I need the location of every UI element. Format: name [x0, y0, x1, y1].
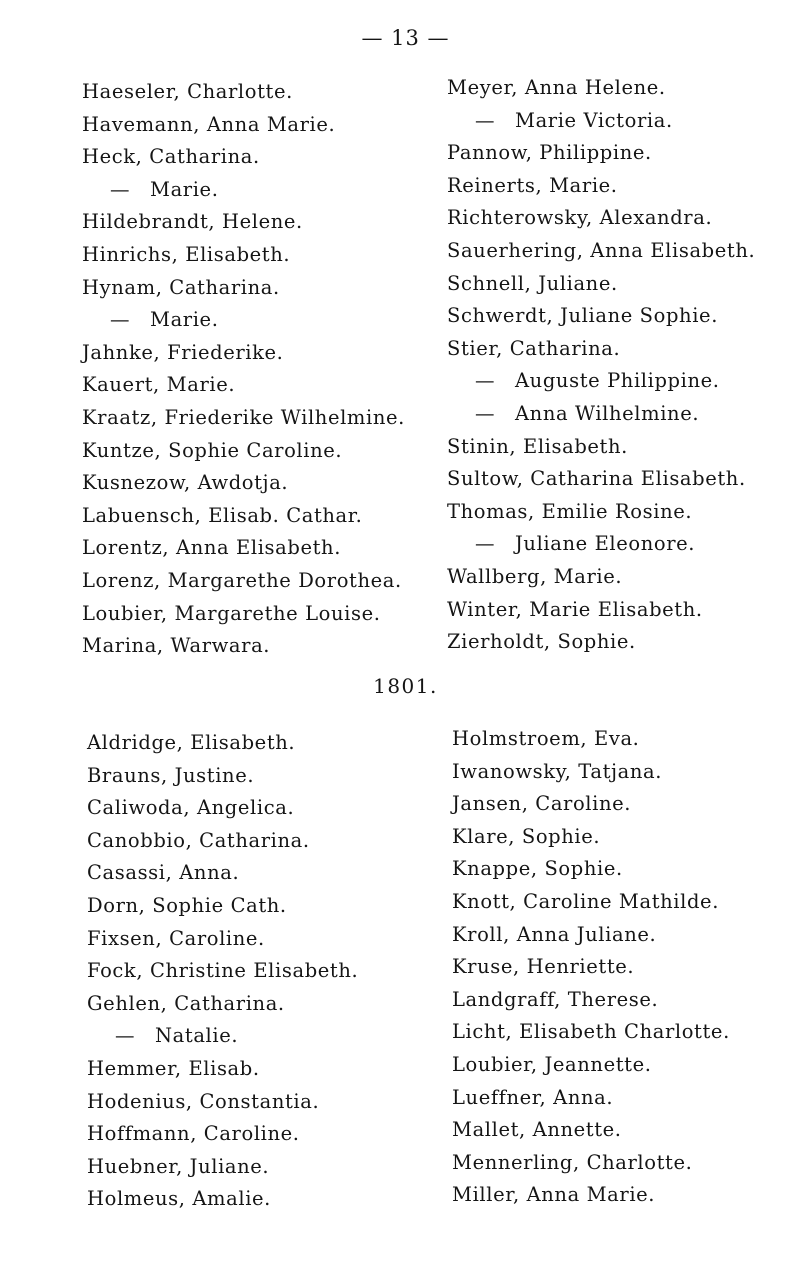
list-item: [447, 268, 755, 301]
list-item: [82, 174, 405, 207]
entry-name: Auguste Philippine.: [515, 369, 720, 393]
entry-name: Winter, Marie Elisabeth.: [447, 597, 703, 621]
name-list-right-column: [447, 72, 755, 659]
list-item: [452, 1114, 730, 1147]
list-item: [87, 923, 358, 956]
ditto-dash: —: [110, 308, 131, 332]
list-item: [82, 109, 405, 142]
list-item: [447, 333, 755, 366]
entry-name: Kroll, Anna Juliane.: [452, 922, 657, 946]
list-item: [452, 756, 730, 789]
list-item: [447, 528, 755, 561]
entry-name: Marie Victoria.: [515, 108, 673, 132]
entry-name: Holmeus, Amalie.: [87, 1187, 271, 1211]
entry-name: Miller, Anna Marie.: [452, 1183, 656, 1207]
entry-name: Licht, Elisabeth Charlotte.: [452, 1020, 730, 1044]
list-item: [447, 594, 755, 627]
list-item: [87, 890, 358, 923]
entry-name: Jahnke, Friederike.: [82, 340, 284, 364]
entry-name: Meyer, Anna Helene.: [447, 76, 666, 99]
entry-name: Brauns, Justine.: [87, 763, 255, 787]
list-item: [87, 1118, 358, 1151]
entry-name: Wallberg, Marie.: [447, 564, 623, 588]
entry-name: Lorentz, Anna Elisabeth.: [82, 536, 341, 560]
name-list-left-column-1801: [87, 727, 358, 1216]
list-item: [82, 500, 405, 533]
entry-name: Jansen, Caroline.: [452, 792, 632, 816]
list-item: [447, 235, 755, 268]
list-item: [452, 1049, 730, 1082]
entry-name: Heck, Catharina.: [82, 145, 260, 169]
entry-name: Zierholdt, Sophie.: [447, 630, 636, 654]
entry-name: Klare, Sophie.: [452, 824, 601, 848]
entry-name: Hodenius, Constantia.: [87, 1089, 320, 1113]
entry-name: Stier, Catharina.: [447, 336, 621, 360]
list-item: [82, 532, 405, 565]
list-item: [82, 467, 405, 500]
list-item: [447, 300, 755, 333]
list-item: [452, 1082, 730, 1115]
page-number: — 13 —: [361, 26, 450, 50]
entry-name: Richterowsky, Alexandra.: [447, 206, 713, 230]
entry-name: Haeseler, Charlotte.: [82, 80, 293, 103]
entry-name: Loubier, Margarethe Louise.: [82, 601, 381, 625]
list-item: [452, 886, 730, 919]
list-item: [87, 1151, 358, 1184]
entry-name: Hynam, Catharina.: [82, 275, 280, 299]
list-item: [447, 561, 755, 594]
list-item: [82, 402, 405, 435]
entry-name: Knott, Caroline Mathilde.: [452, 889, 719, 913]
list-item: [452, 951, 730, 984]
name-list-left-column: [82, 76, 405, 663]
entry-name: Landgraff, Therese.: [452, 987, 659, 1011]
entry-name: Holmstroem, Eva.: [452, 727, 640, 750]
list-item: [82, 304, 405, 337]
ditto-dash: —: [115, 1024, 136, 1048]
list-item: [87, 1183, 358, 1216]
entry-name: Fixsen, Caroline.: [87, 926, 265, 950]
entry-name: Juliane Eleonore.: [515, 532, 696, 556]
list-item: [82, 76, 405, 109]
name-list-right-column-1801: [452, 723, 730, 1212]
entry-name: Mennerling, Charlotte.: [452, 1150, 693, 1174]
entry-name: Kuntze, Sophie Caroline.: [82, 438, 343, 462]
list-item: [452, 919, 730, 952]
entry-name: Labuensch, Elisab. Cathar.: [82, 503, 363, 527]
entry-name: Fock, Christine Elisabeth.: [87, 959, 359, 983]
list-item: [447, 496, 755, 529]
entry-name: Hemmer, Elisab.: [87, 1056, 260, 1080]
ditto-dash: —: [475, 532, 496, 556]
entry-name: Marie.: [150, 177, 219, 201]
entry-name: Mallet, Annette.: [452, 1118, 622, 1142]
entry-name: Natalie.: [155, 1024, 239, 1048]
entry-name: Kruse, Henriette.: [452, 955, 635, 979]
list-item: [452, 1179, 730, 1212]
list-item: [87, 760, 358, 793]
list-item: [447, 105, 755, 138]
entry-name: Casassi, Anna.: [87, 861, 240, 885]
entry-name: Anna Wilhelmine.: [515, 401, 700, 425]
entry-name: Iwanowsky, Tatjana.: [452, 759, 663, 783]
entry-name: Dorn, Sophie Cath.: [87, 893, 287, 917]
list-item: [452, 1016, 730, 1049]
entry-name: Huebner, Juliane.: [87, 1154, 270, 1178]
ditto-dash: —: [475, 369, 496, 393]
list-item: [452, 821, 730, 854]
entry-name: Reinerts, Marie.: [447, 173, 618, 197]
entry-name: Gehlen, Catharina.: [87, 991, 285, 1015]
list-item: [447, 137, 755, 170]
entry-name: Hoffmann, Caroline.: [87, 1122, 300, 1146]
list-item: [447, 72, 755, 105]
entry-name: Lueffner, Anna.: [452, 1085, 614, 1109]
entry-name: Sauerhering, Anna Elisabeth.: [447, 238, 756, 262]
year-heading: 1801.: [373, 674, 438, 698]
entry-name: Hildebrandt, Helene.: [82, 210, 303, 234]
list-item: [87, 955, 358, 988]
entry-name: Schnell, Juliane.: [447, 271, 618, 295]
list-item: [82, 598, 405, 631]
entry-name: Marina, Warwara.: [82, 634, 271, 658]
entry-name: Canobbio, Catharina.: [87, 828, 310, 852]
list-item: [452, 984, 730, 1017]
list-item: [87, 1086, 358, 1119]
list-item: [87, 727, 358, 760]
list-item: [452, 788, 730, 821]
list-item: [82, 141, 405, 174]
list-item: [82, 272, 405, 305]
list-item: [447, 202, 755, 235]
list-item: [82, 337, 405, 370]
ditto-dash: —: [110, 177, 131, 201]
list-item: [447, 626, 755, 659]
entry-name: Caliwoda, Angelica.: [87, 796, 295, 820]
list-item: [447, 398, 755, 431]
list-item: [82, 630, 405, 663]
entry-name: Loubier, Jeannette.: [452, 1052, 652, 1076]
list-item: [82, 206, 405, 239]
list-item: [87, 988, 358, 1021]
list-item: [87, 825, 358, 858]
list-item: [82, 369, 405, 402]
entry-name: Havemann, Anna Marie.: [82, 112, 336, 136]
list-item: [452, 1147, 730, 1180]
list-item: [87, 1053, 358, 1086]
list-item: [447, 431, 755, 464]
list-item: [87, 792, 358, 825]
list-item: [447, 463, 755, 496]
entry-name: Hinrichs, Elisabeth.: [82, 242, 291, 266]
entry-name: Aldridge, Elisabeth.: [87, 731, 296, 754]
ditto-dash: —: [475, 401, 496, 425]
list-item: [87, 857, 358, 890]
list-item: [452, 723, 730, 756]
list-item: [82, 239, 405, 272]
entry-name: Knappe, Sophie.: [452, 857, 623, 881]
list-item: [452, 853, 730, 886]
entry-name: Kauert, Marie.: [82, 373, 236, 397]
entry-name: Kusnezow, Awdotja.: [82, 471, 289, 495]
ditto-dash: —: [475, 108, 496, 132]
list-item: [82, 565, 405, 598]
entry-name: Thomas, Emilie Rosine.: [447, 499, 693, 523]
entry-name: Marie.: [150, 308, 219, 332]
entry-name: Schwerdt, Juliane Sophie.: [447, 304, 718, 328]
entry-name: Sultow, Catharina Elisabeth.: [447, 467, 746, 491]
entry-name: Kraatz, Friederike Wilhelmine.: [82, 405, 405, 429]
entry-name: Lorenz, Margarethe Dorothea.: [82, 568, 402, 592]
list-item: [447, 170, 755, 203]
list-item: [87, 1020, 358, 1053]
entry-name: Stinin, Elisabeth.: [447, 434, 628, 458]
list-item: [82, 435, 405, 468]
list-item: [447, 365, 755, 398]
entry-name: Pannow, Philippine.: [447, 141, 652, 165]
